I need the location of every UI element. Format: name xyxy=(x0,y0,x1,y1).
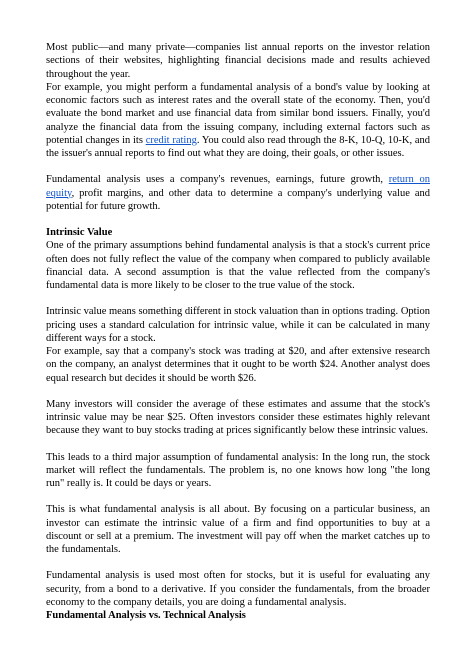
paragraph-spacer xyxy=(46,556,430,569)
paragraph-spacer xyxy=(46,438,430,451)
heading-intrinsic-value: Intrinsic Value xyxy=(46,227,113,238)
paragraph-intrinsic-meaning: Intrinsic value means something different in stock valuation than in options trading. Option pricing uses a standard calculation for intrinsic value, while it can be calculated in many different ways for a stock. xyxy=(46,306,430,344)
bond-example-text-after: . You could also read through the 8-K, 10-Q, 10-K, and the issuer's annual reports to find out what they are doing, their goals, or other issues. xyxy=(46,134,430,159)
paragraph-fundamental-uses xyxy=(46,173,430,213)
paragraph-assumptions: One of the primary assumptions behind fundamental analysis is that a stock's current price often does not fully reflect the value of the company when compared to publicly available financial data. A second assumption is that the value reflected from the company's fundamental data is more likely to be closer to the true value of the stock. xyxy=(46,240,430,291)
paragraph-annual-reports: Most public—and many private—companies list annual reports on the investor relation sections of their websites, highlighting financial decisions made and results achieved throughout the year. xyxy=(46,42,430,80)
paragraph-spacer xyxy=(46,160,430,173)
return-on-equity-link[interactable]: return on equity xyxy=(46,174,431,199)
credit-rating-link[interactable]: credit rating xyxy=(145,134,197,146)
fundamental-uses-text: Fundamental analysis uses a company's revenues, earnings, future growth, xyxy=(46,174,384,186)
paragraph-spacer xyxy=(46,292,430,305)
paragraph-spacer xyxy=(46,213,430,226)
bond-example-text: For example, you might perform a fundamental analysis of a bond's value by looking at economic factors such as interest rates and the overall state of the economy. Then, you'd evaluate the bond market and use financial data from similar bond issuers. Finally, you'd analyze the financial data from the issuing company, including external factors such as potential changes in its xyxy=(46,81,430,146)
heading-fundamental-vs-technical: Fundamental Analysis vs. Technical Analysis xyxy=(46,610,246,621)
paragraph-average-estimates: Many investors will consider the average of these estimates and assume that the stock's intrinsic value may be near $25. Often investors consider these estimates highly relevant because they want to buy stocks trading at prices significantly below these intrinsic values. xyxy=(46,398,430,437)
paragraph-bond-example xyxy=(46,81,430,161)
fundamental-uses-text-after: , profit margins, and other data to determine a company's underlying value and potential for future growth. xyxy=(46,187,430,212)
paragraph-spacer xyxy=(46,490,430,503)
document-body xyxy=(46,41,430,622)
paragraph-spacer xyxy=(46,385,430,398)
paragraph-used-for-stocks: Fundamental analysis is used most often for stocks, but it is useful for evaluating any security, from a bond to a derivative. If you consider the fundamentals, from the broader economy to the company details, you are doing a fundamental analysis. xyxy=(46,570,430,608)
paragraph-stock-example: For example, say that a company's stock was trading at $20, and after extensive research on the company, an analyst determines that it ought to be worth $24. Another analyst does equal research but decides it should be worth $26. xyxy=(46,346,430,384)
paragraph-what-it-is-about: This is what fundamental analysis is all about. By focusing on a particular business, an investor can estimate the intrinsic value of a firm and find opportunities to buy at a discount or sell at a premium. The investment will pay off when the market catches up to the fundamentals. xyxy=(46,504,430,555)
paragraph-third-assumption: This leads to a third major assumption of fundamental analysis: In the long run, the stock market will reflect the fundamentals. The problem is, no one knows how long "the long run" really is. It could be days or years. xyxy=(46,451,430,489)
